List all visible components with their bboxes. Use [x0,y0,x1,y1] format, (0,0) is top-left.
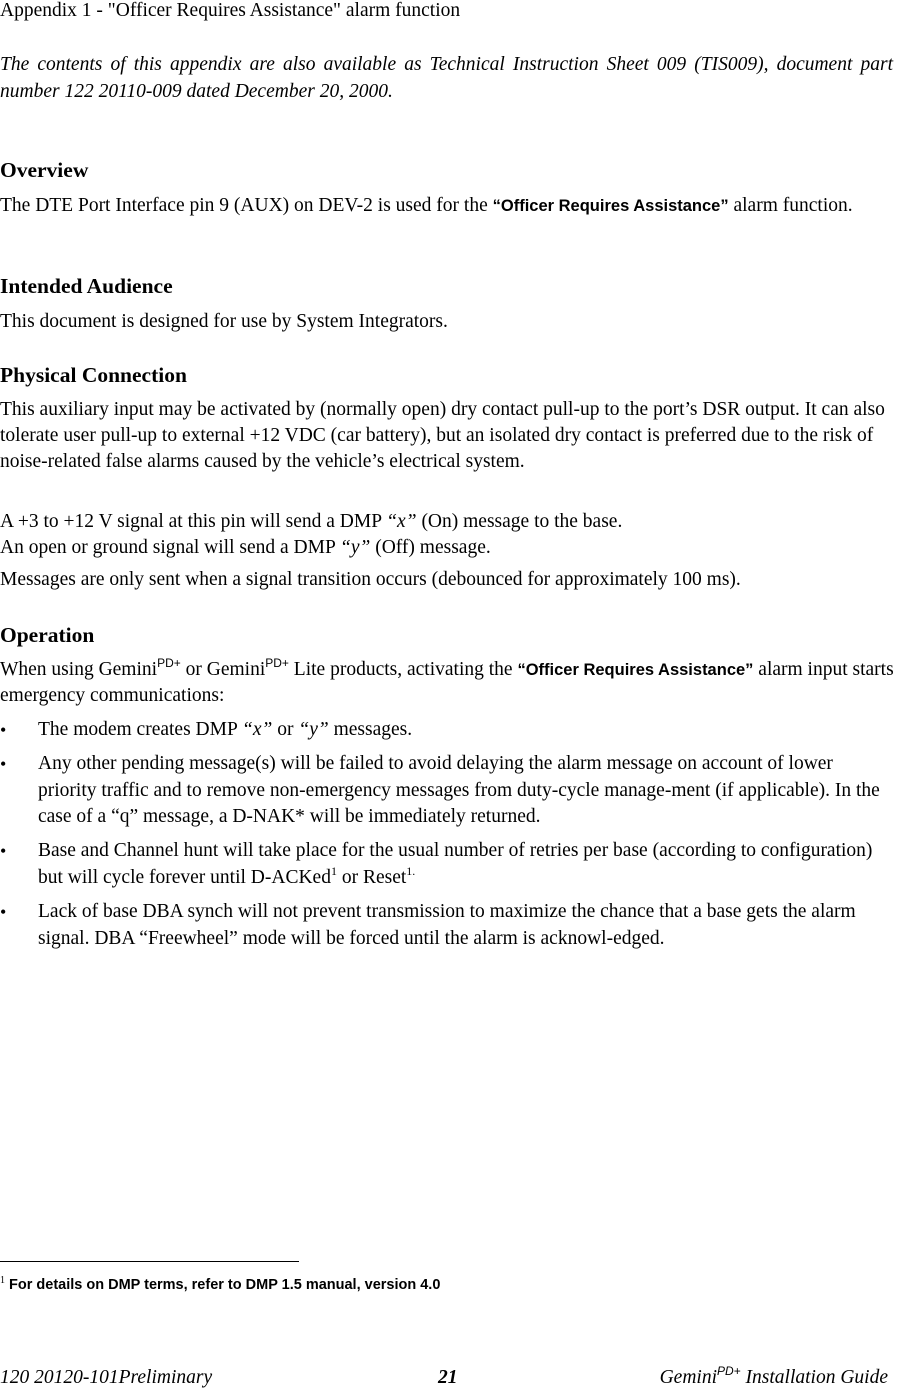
b1-code-x: “x” [241,719,273,740]
operation-intro-4: alarm input starts emergency communications: [0,659,894,706]
page-number: 21 [438,1367,458,1388]
b3-mid: or Reset [336,866,407,888]
physical-line-off-after: (Off) message. [370,537,491,558]
footnote-mark: 1 [0,1275,5,1286]
physical-line-on [0,509,895,535]
physical-code-y: “y” [339,537,371,558]
physical-code-x: “x” [386,511,417,532]
b1-mid: or [272,719,299,740]
operation-sup-2: PD+ [265,656,289,670]
footer-right-1: Gemini [659,1367,717,1388]
physical-line-off [0,535,895,561]
footnote-divider [0,1261,299,1262]
overview-text-before: The DTE Port Interface pin 9 (AUX) on DEV-2 is used for the [0,195,493,216]
bullet-text-3 [38,838,893,891]
list-item [0,717,893,744]
bullet-icon: • [0,720,7,740]
footer-guide-title [660,1366,888,1390]
footer-right-sup: PD+ [716,1364,741,1378]
physical-heading: Physical Connection [0,363,187,387]
operation-intro-1: When using Gemini [0,659,158,680]
operation-emphasis: “Officer Requires Assistance” [517,661,754,679]
physical-line-off-before: An open or ground signal will send a DMP [0,537,340,558]
intro-note: The contents of this appendix are also available as Technical Instruction Sheet 009 (TIS009), document part number 122 20110-009 dated December 20, 2000. [0,54,893,102]
list-item [0,899,893,952]
operation-intro-3: Lite products, activating the [288,659,518,680]
operation-heading: Operation [0,623,95,647]
bullet-icon: • [0,902,7,922]
physical-line-on-after: (On) message to the base. [416,511,623,532]
operation-sup-1: PD+ [157,656,181,670]
b1-before: The modem creates DMP [38,719,242,740]
bullet-text-2: Any other pending message(s) will be failed to avoid delaying the alarm message on account of lower priority traffic and to remove non-emergency messages from duty-cycle manage-ment (if applicable). In the case of a “q” message, a D-NAK* will be immediately returned. [38,753,880,827]
bullet-text-4: Lack of base DBA synch will not prevent transmission to maximize the chance that a base gets the alarm signal. DBA “Freewheel” mode will be forced until the alarm is acknowl-edged. [38,901,856,949]
footnote-ref[interactable]: 1. [406,863,416,878]
page-header: Appendix 1 - "Officer Requires Assistance" alarm function [0,0,461,21]
list-item [0,838,893,891]
bullet-icon: • [0,841,7,861]
physical-para3: Messages are only sent when a signal transition occurs (debounced for approximately 100 ms). [0,569,741,590]
b3-before: Base and Channel hunt will take place for the usual number of retries per base (according to configuration) but will cycle forever until D-ACKed [38,840,873,888]
footnote-text: For details on DMP terms, refer to DMP 1.5 manual, version 4.0 [5,1277,441,1293]
physical-line-on-before: A +3 to +12 V signal at this pin will send a DMP [0,511,387,532]
footnote [0,1276,440,1294]
overview-emphasis: “Officer Requires Assistance” [492,197,729,215]
footer-right-2: Installation Guide [740,1367,888,1388]
bullet-icon: • [0,754,7,774]
operation-intro-2: or Gemini [180,659,266,680]
operation-intro [0,657,895,709]
b1-after: messages. [328,719,413,740]
bullet-text-1 [38,717,893,744]
audience-text: This document is designed for use by System Integrators. [0,311,448,332]
footnote-ref[interactable]: 1 [330,863,337,878]
physical-para1: This auxiliary input may be activated by (normally open) dry contact pull-up to the port’s DSR output. It can also tolerate user pull-up to external +12 VDC (car battery), but an isolated dry contact is preferred due to the risk of noise-related false alarms caused by the vehicle’s electrical system. [0,399,885,472]
audience-heading: Intended Audience [0,274,173,298]
overview-text-after: alarm function. [728,195,853,216]
overview-text [0,193,895,219]
list-item [0,751,893,831]
footer-doc-number: 120 20120-101Preliminary [0,1367,213,1388]
overview-heading: Overview [0,158,89,182]
b1-code-y: “y” [298,719,329,740]
